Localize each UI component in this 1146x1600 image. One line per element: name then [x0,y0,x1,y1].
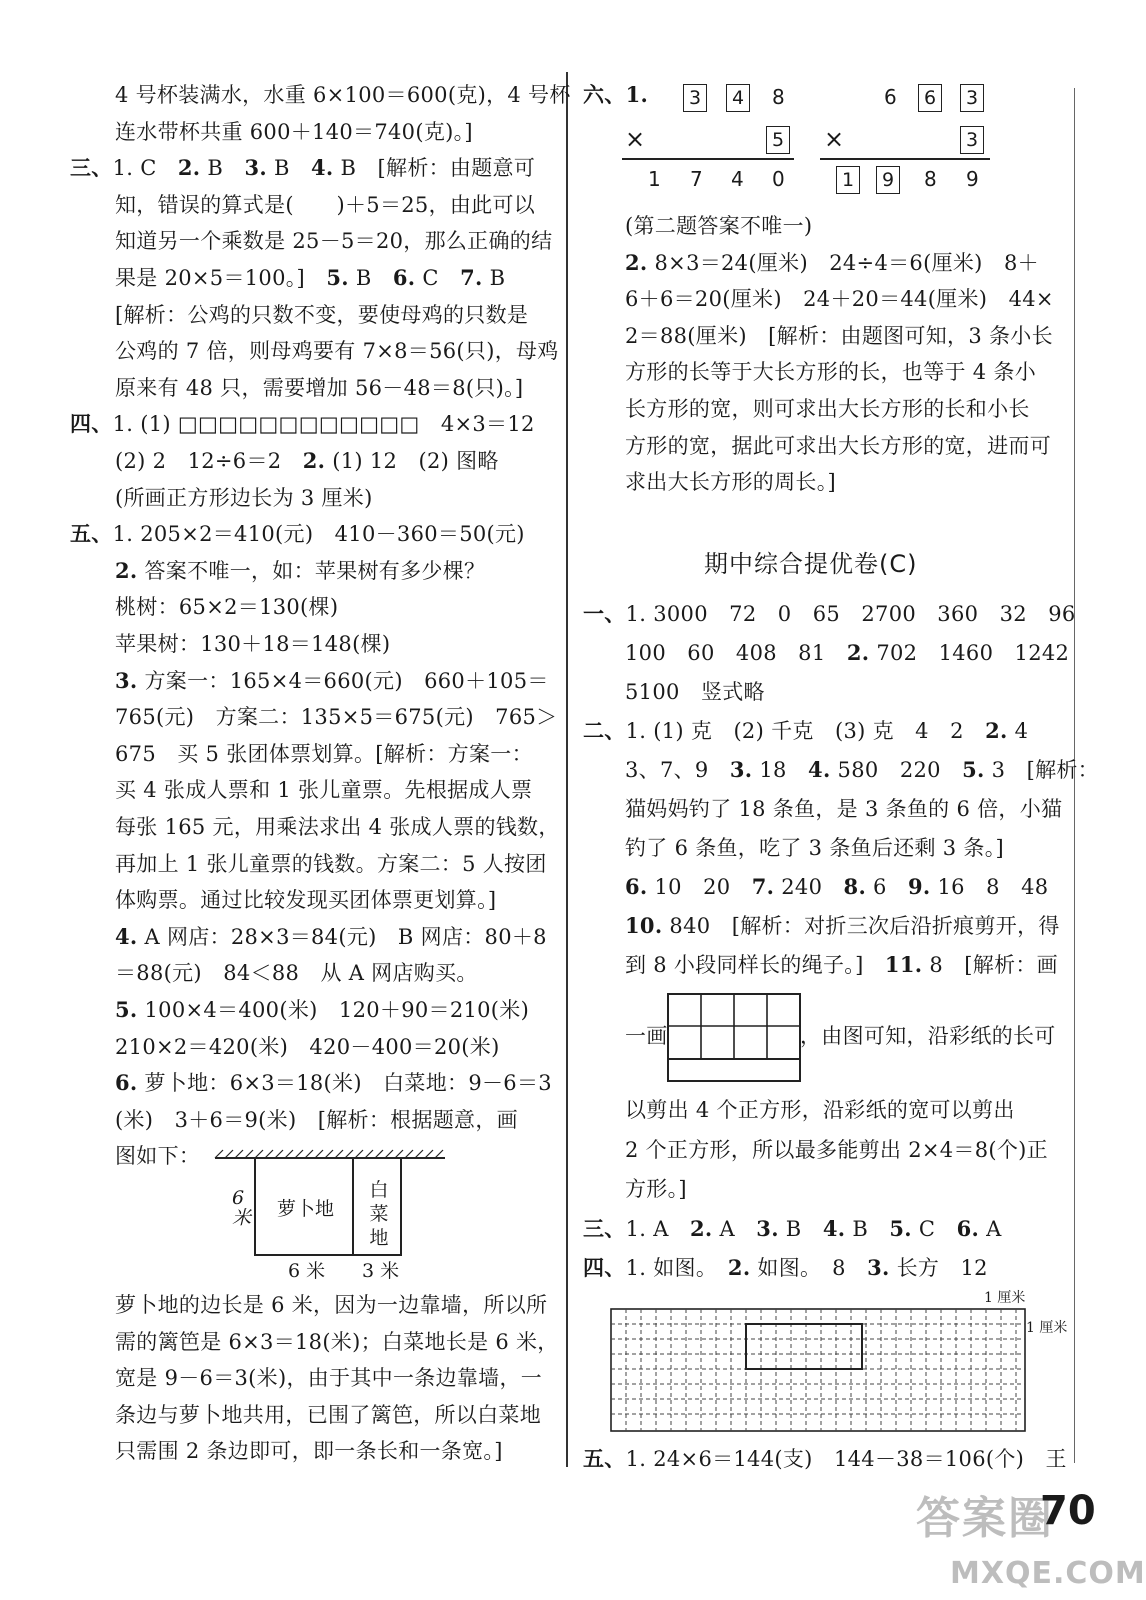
left-line-9: 原来有 48 只，需要增加 56－48＝8(只)。] [115,375,524,400]
grid-line-left-text: 一画 [625,1024,668,1048]
left-after-line-4: 条边与萝卜地共用，已围了篱笆，所以白菜地 [115,1402,541,1427]
mult1-result-2: 7 [690,167,703,191]
right-c-line-2: 2 个正方形，所以最多能剪出 2×4＝8(个)正 [625,1137,1048,1162]
plot-cabbage-label: 白菜地 [369,1179,389,1249]
right-b-line-7: 钓了 6 条鱼，吃了 3 条鱼后还剩 3 条。] [625,836,1005,860]
left-after-line-2: 需的篱笆是 6×3＝18(米)；白菜地长是 6 米， [115,1329,559,1354]
paper-grid-figure [667,993,801,1083]
mult2-times: × [824,125,845,153]
section-title: 期中综合提优卷(C) [704,550,918,578]
right-b-line-9: 10. 840 [解析：对折三次后沿折痕剪开，得 [625,913,1060,938]
left-line-11: (2) 2 12÷6＝2 2. (1) 12 (2) 图略 [115,448,499,473]
bottom-label-cabbage: 3 米 [362,1260,400,1282]
section-six-label: 六、1. [583,82,649,107]
mult2-digit-2: 6 [918,84,942,112]
left-line-19: 675 买 5 张团体票划算。[解析：方案一： [115,741,533,766]
left-after-line-1: 萝卜地的边长是 6 米，因为一边靠墙，所以所 [115,1293,548,1317]
right-a-line-7: 方形的宽，据此可求出大长方形的宽，进而可 [625,433,1051,458]
mult2-result-4: 9 [966,167,979,191]
mult2-digit-1: 6 [884,85,897,109]
plot-radish-label: 萝卜地 [277,1198,335,1220]
left-line-23: 体购票。通过比较发现买团体票更划算。] [115,888,497,913]
watermark-top: 答案圈 [916,1493,1054,1544]
mult1-result-1: 1 [648,167,661,191]
left-after-line-3: 宽是 9－6＝3(米)，由于其中一条边靠墙，一 [115,1366,543,1390]
left-line-2: 连水带杯共重 600＋140＝740(克)。] [115,119,473,144]
right-b-line-5: 3、7、9 3. 18 4. 580 220 5. 3 [解析： [625,757,1099,782]
mult1-result-4: 0 [772,167,785,191]
mult1-digit-3: 8 [772,85,785,109]
bottom-label-radish: 6 米 [288,1260,326,1282]
left-line-13: 五、1. 205×2＝410(元) 410－360＝50(元) [70,521,525,547]
left-line-7: [解析：公鸡的只数不变，要使母鸡的只数是 [115,302,529,327]
left-line-1: 4 号杯装满水，水重 6×100＝600(克)，4 号杯 [115,83,571,107]
left-line-18: 765(元) 方案二：135×5＝675(元) 765＞ [115,705,558,730]
grid-line-right-text: ，由图可知，沿彩纸的长可 [800,1024,1056,1048]
right-a-line-3: 6＋6＝20(厘米) 24＋20＝44(厘米) 44× [625,287,1054,312]
right-b-line-4: 二、1. (1) 克 (2) 千克 (3) 克 4 2 2. 4 [583,718,1029,743]
left-line-27: 210×2＝420(米) 420－400＝20(米) [115,1034,500,1059]
page-number: 70 [1040,1488,1096,1534]
last-line: 五、1. 24×6＝144(支) 144－38＝106(个) 王 [583,1446,1067,1471]
right-c-line-3: 方形。] [625,1177,687,1201]
left-line-3: 三、1. C 2. B 3. B 4. B [解析：由题意可 [70,155,536,181]
right-a-line-1: (第二题答案不唯一) [625,214,813,238]
right-a-line-4: 2＝88(厘米) [解析：由题图可知，3 条小长 [625,323,1053,348]
mult1-rule [622,158,794,160]
right-a-line-8: 求出大长方形的周长。] [625,470,836,495]
mult1-times: × [625,125,646,153]
right-a-line-2: 2. 8×3＝24(厘米) 24÷4＝6(厘米) 8＋ [625,249,1039,275]
left-line-25: ＝88(元) 84＜88 从 A 网店购买。 [115,961,478,986]
right-b-line-2: 100 60 408 81 2. 702 1460 1242 [625,640,1070,665]
right-a-line-6: 长方形的宽，则可求出大长方形的长和小长 [625,397,1030,421]
right-c-line-5: 四、1. 如图。 2. 如图。 8 3. 长方 12 [583,1255,988,1280]
left-line-26: 5. 100×4＝400(米) 120＋90＝210(米) [115,997,530,1022]
left-line-30: 图如下： [115,1144,201,1169]
mult2-rule [820,158,990,160]
grid-scale-side: 1 厘米 [1026,1320,1068,1336]
left-after-line-5: 只需围 2 条边即可，即一条长和一条宽。] [115,1439,503,1463]
mult2-digit-3: 3 [960,84,984,112]
square-grid [610,1308,1028,1434]
right-b-line-3: 5100 竖式略 [625,680,765,704]
mult2-multiplier: 3 [960,126,984,154]
left-line-12: (所画正方形边长为 3 厘米) [115,485,373,510]
right-b-line-8: 6. 10 20 7. 240 8. 6 9. 16 8 48 [625,874,1049,899]
right-b-line-6: 猫妈妈钓了 18 条鱼，是 3 条鱼的 6 倍，小猫 [625,797,1063,821]
left-line-14: 2. 答案不唯一，如：苹果树有多少棵？ [115,557,486,583]
mult1-result-3: 4 [731,167,744,191]
left-line-29: (米) 3＋6＝9(米) [解析：根据题意，画 [115,1107,518,1132]
right-b-line-1: 一、1. 3000 72 0 65 2700 360 32 96 [583,601,1076,626]
mult2-result-1: 1 [836,166,860,194]
right-a-line-5: 方形的长等于大长方形的长，也等于 4 条小 [625,360,1037,385]
mult2-result-2: 9 [876,166,900,194]
left-line-16: 苹果树：130＋18＝148(棵) [115,632,391,656]
left-line-20: 买 4 张成人票和 1 张儿童票。先根据成人票 [115,778,533,803]
left-line-10: 四、1. (1) □□□□□□□□□□□□ 4×3＝12 [70,411,535,437]
left-line-24: 4. A 网店：28×3＝84(元) B 网店：80＋8 [115,923,547,949]
right-c-line-4: 三、1. A 2. A 3. B 4. B 5. C 6. A [583,1215,1002,1241]
left-line-8: 公鸡的 7 倍，则母鸡要有 7×8＝56(只)，母鸡 [115,339,559,364]
left-line-5: 知道另一个乘数是 25－5＝20，那么正确的结 [115,229,553,254]
right-c-line-1: 以剪出 4 个正方形，沿彩纸的宽可以剪出 [625,1098,1015,1122]
mult2-result-3: 8 [924,167,937,191]
left-line-17: 3. 方案一：165×4＝660(元) 660＋105＝ [115,667,549,693]
left-line-22: 再加上 1 张儿童票的钱数。方案二：5 人按团 [115,851,547,876]
mult1-digit-1: 3 [683,84,707,112]
left-line-4: 知，错误的算式是( )＋5＝25，由此可以 [115,192,536,217]
watermark-bottom: MXQE.COM [950,1556,1146,1591]
side-length-label: 6米 [232,1187,252,1229]
mult1-digit-2: 4 [726,84,750,112]
left-line-6: 果是 20×5＝100。] 5. B 6. C 7. B [115,265,506,290]
left-line-28: 6. 萝卜地：6×3＝18(米) 白菜地：9－6＝3 [115,1070,552,1096]
left-line-21: 每张 165 元，用乘法求出 4 张成人票的钱数， [115,815,560,839]
right-b-line-10: 到 8 小段同样长的绳子。] 11. 8 [解析：画 [625,952,1058,977]
column-divider [566,72,568,1467]
mult1-multiplier: 5 [766,126,790,154]
grid-scale-top: 1 厘米 [984,1290,1026,1306]
left-line-15: 桃树：65×2＝130(棵) [115,595,339,620]
